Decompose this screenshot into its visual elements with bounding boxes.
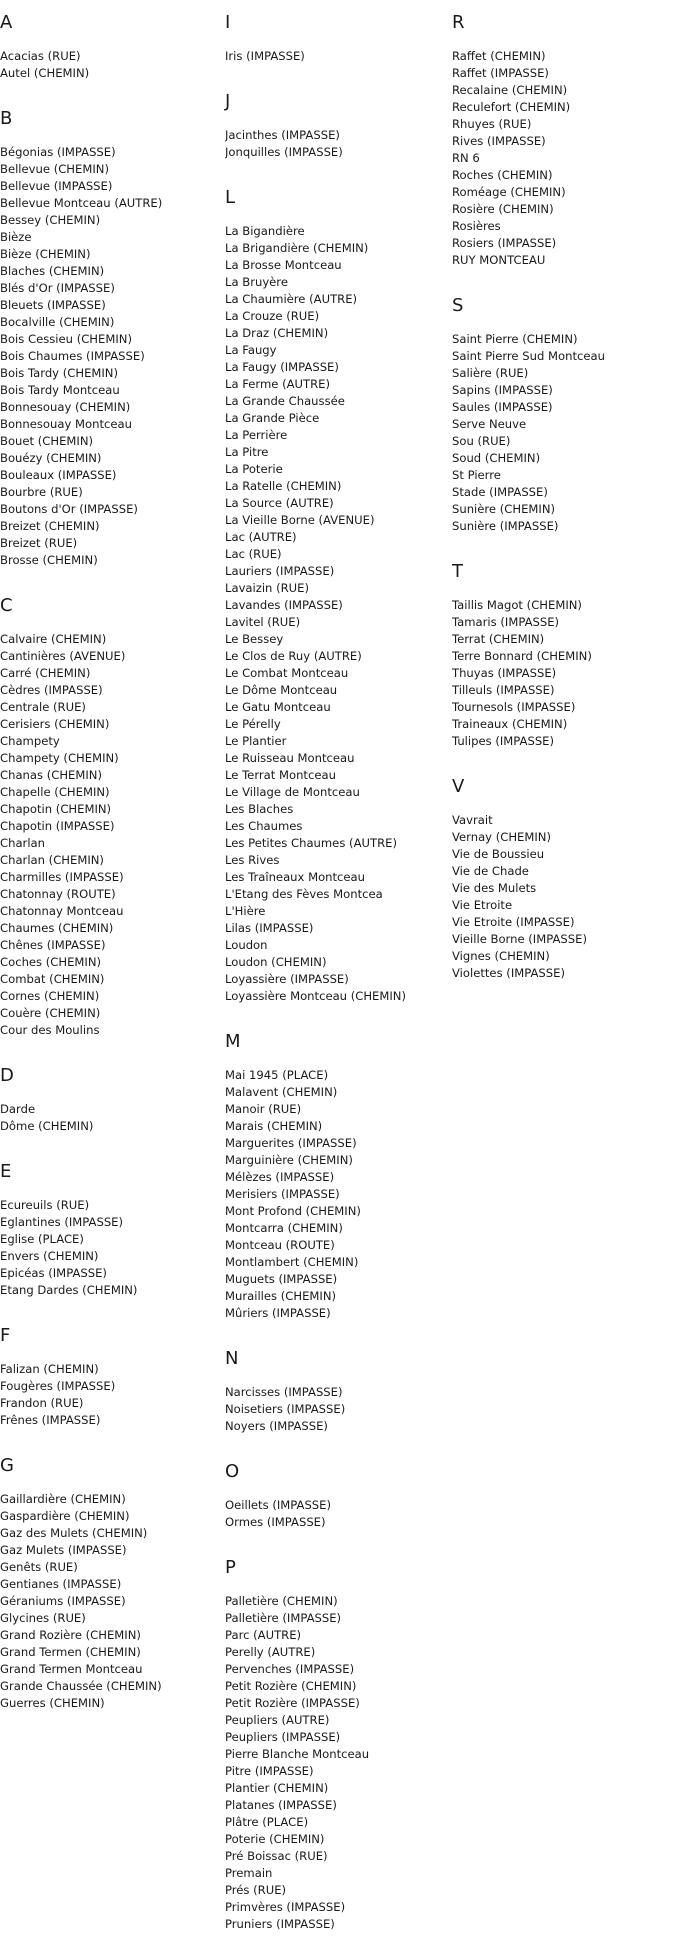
street-name: Bourbre (RUE) — [0, 485, 83, 499]
street-name: Plantier (CHEMIN) — [225, 1781, 329, 1795]
street-name: Les Traîneaux Montceau — [225, 870, 366, 884]
street-name: La Brosse Montceau — [225, 258, 342, 272]
street-name: Saules (IMPASSE) — [452, 400, 553, 414]
street-name: Eglantines (IMPASSE) — [0, 1215, 124, 1229]
section-letter-heading: T — [452, 561, 463, 582]
street-name: Bois Cessieu (CHEMIN) — [0, 332, 132, 346]
street-list — [0, 631, 220, 1039]
street-name: La Chaumière (AUTRE) — [225, 292, 358, 306]
street-name: Thuyas (IMPASSE) — [452, 666, 557, 680]
street-name: Muguets (IMPASSE) — [225, 1272, 338, 1286]
street-name: Jonquilles (IMPASSE) — [225, 145, 343, 159]
street-list — [225, 1497, 450, 1531]
street-name: Breizet (RUE) — [0, 536, 78, 550]
street-name: Cornes (CHEMIN) — [0, 989, 100, 1003]
street-name: Chapelle (CHEMIN) — [0, 785, 110, 799]
street-name: Primvères (IMPASSE) — [225, 1900, 346, 1914]
street-name: Dôme (CHEMIN) — [0, 1119, 94, 1133]
street-list — [0, 144, 220, 569]
street-name: Mûriers (IMPASSE) — [225, 1306, 331, 1320]
street-name: Autel (CHEMIN) — [0, 66, 90, 80]
street-name: La Bruyère — [225, 275, 288, 289]
street-name: Epicéas (IMPASSE) — [0, 1266, 107, 1280]
street-name: Chanas (CHEMIN) — [0, 768, 103, 782]
street-name: Chatonnay (ROUTE) — [0, 887, 116, 901]
street-name: Bessey (CHEMIN) — [0, 213, 101, 227]
section-letter-heading: P — [225, 1557, 236, 1578]
street-name: Le Village de Montceau — [225, 785, 360, 799]
street-name: Bonnesouay Montceau — [0, 417, 132, 431]
street-name: Saint Pierre Sud Montceau — [452, 349, 605, 363]
street-name: Gaz des Mulets (CHEMIN) — [0, 1526, 148, 1540]
street-list — [225, 223, 450, 1005]
street-name: Lac (RUE) — [225, 547, 282, 561]
street-name: Cour des Moulins — [0, 1023, 100, 1037]
street-name: Oeillets (IMPASSE) — [225, 1498, 332, 1512]
street-name: Mélèzes (IMPASSE) — [225, 1170, 335, 1184]
street-name: Malavent (CHEMIN) — [225, 1085, 338, 1099]
section-letter-heading: C — [0, 595, 13, 616]
street-name: Petit Rozière (IMPASSE) — [225, 1696, 360, 1710]
street-name: Boutons d'Or (IMPASSE) — [0, 502, 138, 516]
street-name: Guerres (CHEMIN) — [0, 1696, 105, 1710]
street-name: La Perrière — [225, 428, 288, 442]
street-name: Jacinthes (IMPASSE) — [225, 128, 340, 142]
street-name: Les Petites Chaumes (AUTRE) — [225, 836, 397, 850]
street-name: Narcisses (IMPASSE) — [225, 1385, 343, 1399]
section-letter-heading: A — [0, 12, 13, 33]
street-index-column-1 — [0, 0, 220, 1738]
street-name: Vernay (CHEMIN) — [452, 830, 552, 844]
street-list — [0, 1197, 220, 1299]
street-list — [0, 1491, 220, 1712]
street-name: Genêts (RUE) — [0, 1560, 78, 1574]
street-name: Reculefort (CHEMIN) — [452, 100, 571, 114]
street-name: Charmilles (IMPASSE) — [0, 870, 124, 884]
street-name: Glycines (RUE) — [0, 1611, 86, 1625]
street-name: Vignes (CHEMIN) — [452, 949, 550, 963]
street-name: Bièze (CHEMIN) — [0, 247, 91, 261]
street-name: Le Ruisseau Montceau — [225, 751, 355, 765]
street-name: Chapotin (IMPASSE) — [0, 819, 115, 833]
street-name: Loyassière Montceau (CHEMIN) — [225, 989, 406, 1003]
street-name: Bleuets (IMPASSE) — [0, 298, 106, 312]
letter-section-p — [225, 1557, 450, 1933]
street-name: Le Gatu Montceau — [225, 700, 331, 714]
street-name: Parc (AUTRE) — [225, 1628, 302, 1642]
street-name: Breizet (CHEMIN) — [0, 519, 100, 533]
street-name: Taillis Magot (CHEMIN) — [452, 598, 582, 612]
street-name: Ormes (IMPASSE) — [225, 1515, 326, 1529]
street-name: Noisetiers (IMPASSE) — [225, 1402, 346, 1416]
section-letter-heading: I — [225, 12, 231, 33]
street-list — [225, 1384, 450, 1435]
street-name: Mont Profond (CHEMIN) — [225, 1204, 361, 1218]
street-name: Le Bessey — [225, 632, 284, 646]
letter-section-r — [452, 12, 672, 269]
street-name: Bocalville (CHEMIN) — [0, 315, 115, 329]
street-name: Bouleaux (IMPASSE) — [0, 468, 117, 482]
street-name: Premain — [225, 1866, 273, 1880]
street-name: Envers (CHEMIN) — [0, 1249, 99, 1263]
street-name: L'Hière — [225, 904, 266, 918]
street-name: Vieille Borne (IMPASSE) — [452, 932, 587, 946]
street-name: Rives (IMPASSE) — [452, 134, 546, 148]
street-name: La Grande Pièce — [225, 411, 320, 425]
street-name: Gaspardière (CHEMIN) — [0, 1509, 130, 1523]
street-name: L'Etang des Fèves Montcea — [225, 887, 383, 901]
street-list — [225, 1067, 450, 1322]
letter-section-l — [225, 187, 450, 1005]
letter-section-n — [225, 1348, 450, 1435]
street-name: Charlan — [0, 836, 45, 850]
section-letter-heading: E — [0, 1161, 12, 1182]
street-list — [225, 127, 450, 161]
street-name: Gaz Mulets (IMPASSE) — [0, 1543, 127, 1557]
street-name: Rosières — [452, 219, 501, 233]
street-name: Pré Boissac (RUE) — [225, 1849, 328, 1863]
street-name: Loudon — [225, 938, 268, 952]
street-name: Les Rives — [225, 853, 280, 867]
street-name: Prés (RUE) — [225, 1883, 287, 1897]
letter-section-g — [0, 1455, 220, 1712]
street-name: Lilas (IMPASSE) — [225, 921, 314, 935]
street-name: Murailles (CHEMIN) — [225, 1289, 337, 1303]
letter-section-j — [225, 91, 450, 161]
street-name: La Bigandière — [225, 224, 305, 238]
street-name: Lauriers (IMPASSE) — [225, 564, 335, 578]
street-name: Etang Dardes (CHEMIN) — [0, 1283, 138, 1297]
street-index-column-2 — [225, 0, 450, 1959]
street-name: Pitre (IMPASSE) — [225, 1764, 314, 1778]
street-name: Grand Termen (CHEMIN) — [0, 1645, 141, 1659]
street-name: Falizan (CHEMIN) — [0, 1362, 99, 1376]
street-name: Couère (CHEMIN) — [0, 1006, 101, 1020]
street-name: Palletière (IMPASSE) — [225, 1611, 342, 1625]
street-name: La Pitre — [225, 445, 269, 459]
street-name: Le Combat Montceau — [225, 666, 349, 680]
street-name: RUY MONTCEAU — [452, 253, 546, 267]
street-name: Tamaris (IMPASSE) — [452, 615, 560, 629]
street-name: Traineaux (CHEMIN) — [452, 717, 568, 731]
street-name: Peupliers (IMPASSE) — [225, 1730, 341, 1744]
street-name: Lavaizin (RUE) — [225, 581, 310, 595]
street-name: Ecureuils (RUE) — [0, 1198, 90, 1212]
section-letter-heading: L — [225, 187, 236, 208]
street-name: Marguerites (IMPASSE) — [225, 1136, 357, 1150]
street-name: Vie Etroite — [452, 898, 513, 912]
street-name: Noyers (IMPASSE) — [225, 1419, 328, 1433]
street-name: Soud (CHEMIN) — [452, 451, 541, 465]
street-name: Bonnesouay (CHEMIN) — [0, 400, 131, 414]
street-name: Les Blaches — [225, 802, 294, 816]
street-name: Pierre Blanche Montceau — [225, 1747, 370, 1761]
letter-section-m — [225, 1031, 450, 1322]
street-name: Vie de Chade — [452, 864, 529, 878]
street-name: Rhuyes (RUE) — [452, 117, 532, 131]
letter-section-i — [225, 12, 450, 65]
street-name: Cantinières (AVENUE) — [0, 649, 126, 663]
street-name: Roméage (CHEMIN) — [452, 185, 566, 199]
street-name: Bouézy (CHEMIN) — [0, 451, 102, 465]
street-name: La Crouze (RUE) — [225, 309, 320, 323]
street-name: Lavandes (IMPASSE) — [225, 598, 343, 612]
street-name: Grande Chaussée (CHEMIN) — [0, 1679, 162, 1693]
street-list — [452, 597, 672, 750]
street-name: La Ratelle (CHEMIN) — [225, 479, 342, 493]
street-name: Eglise (PLACE) — [0, 1232, 84, 1246]
street-name: Sunière (IMPASSE) — [452, 519, 559, 533]
street-name: Le Terrat Montceau — [225, 768, 336, 782]
street-list — [452, 48, 672, 269]
street-name: Lac (AUTRE) — [225, 530, 297, 544]
street-name: Lavitel (RUE) — [225, 615, 301, 629]
letter-section-b — [0, 108, 220, 569]
street-name: Champety (CHEMIN) — [0, 751, 119, 765]
letter-section-c — [0, 595, 220, 1039]
street-name: Le Pérelly — [225, 717, 281, 731]
street-name: Chaumes (CHEMIN) — [0, 921, 114, 935]
street-name: Gaillardière (CHEMIN) — [0, 1492, 126, 1506]
street-name: Combat (CHEMIN) — [0, 972, 105, 986]
section-letter-heading: O — [225, 1461, 240, 1482]
street-name: Saint Pierre (CHEMIN) — [452, 332, 578, 346]
street-list — [0, 1101, 220, 1135]
street-name: Bois Tardy (CHEMIN) — [0, 366, 119, 380]
street-name: Raffet (CHEMIN) — [452, 49, 546, 63]
street-name: Tulipes (IMPASSE) — [452, 734, 555, 748]
street-name: Merisiers (IMPASSE) — [225, 1187, 340, 1201]
street-name: Champety — [0, 734, 60, 748]
street-name: La Source (AUTRE) — [225, 496, 334, 510]
street-name: Blaches (CHEMIN) — [0, 264, 105, 278]
section-letter-heading: V — [452, 776, 465, 797]
street-name: Les Chaumes — [225, 819, 303, 833]
street-name: RN 6 — [452, 151, 480, 165]
street-name: Géraniums (IMPASSE) — [0, 1594, 126, 1608]
street-name: Darde — [0, 1102, 36, 1116]
street-name: La Faugy — [225, 343, 277, 357]
street-name: Salière (RUE) — [452, 366, 529, 380]
letter-section-t — [452, 561, 672, 750]
street-list — [0, 48, 220, 82]
street-name: Gentianes (IMPASSE) — [0, 1577, 122, 1591]
letter-section-d — [0, 1065, 220, 1135]
street-name: La Brigandière (CHEMIN) — [225, 241, 369, 255]
street-name: St Pierre — [452, 468, 501, 482]
street-name: Carré (CHEMIN) — [0, 666, 91, 680]
street-name: Charlan (CHEMIN) — [0, 853, 104, 867]
street-name: Poterie (CHEMIN) — [225, 1832, 325, 1846]
street-name: Bois Chaumes (IMPASSE) — [0, 349, 145, 363]
street-list — [452, 331, 672, 535]
street-name: Chatonnay Montceau — [0, 904, 124, 918]
street-name: Bégonias (IMPASSE) — [0, 145, 116, 159]
street-name: Vavrait — [452, 813, 493, 827]
street-name: La Ferme (AUTRE) — [225, 377, 331, 391]
street-name: Frandon (RUE) — [0, 1396, 84, 1410]
street-name: Petit Rozière (CHEMIN) — [225, 1679, 357, 1693]
street-name: Bellevue Montceau (AUTRE) — [0, 196, 163, 210]
street-name: Frênes (IMPASSE) — [0, 1413, 101, 1427]
street-index-column-3 — [452, 0, 672, 1008]
street-name: Loudon (CHEMIN) — [225, 955, 327, 969]
street-name: Montlambert (CHEMIN) — [225, 1255, 359, 1269]
section-letter-heading: R — [452, 12, 465, 33]
street-name: Raffet (IMPASSE) — [452, 66, 549, 80]
street-name: Mai 1945 (PLACE) — [225, 1068, 329, 1082]
section-letter-heading: J — [225, 91, 231, 112]
street-name: Terrat (CHEMIN) — [452, 632, 545, 646]
street-list — [452, 812, 672, 982]
street-name: Sunière (CHEMIN) — [452, 502, 556, 516]
street-name: Grand Rozière (CHEMIN) — [0, 1628, 141, 1642]
letter-section-a — [0, 12, 220, 82]
street-name: Cerisiers (CHEMIN) — [0, 717, 110, 731]
street-list — [0, 1361, 220, 1429]
street-name: La Faugy (IMPASSE) — [225, 360, 339, 374]
section-letter-heading: N — [225, 1348, 239, 1369]
street-name: Iris (IMPASSE) — [225, 49, 305, 63]
street-name: Bellevue (IMPASSE) — [0, 179, 113, 193]
street-name: Platanes (IMPASSE) — [225, 1798, 337, 1812]
street-name: Le Clos de Ruy (AUTRE) — [225, 649, 362, 663]
street-name: Grand Termen Montceau — [0, 1662, 143, 1676]
section-letter-heading: B — [0, 108, 13, 129]
street-name: Rosiers (IMPASSE) — [452, 236, 557, 250]
section-letter-heading: F — [0, 1325, 11, 1346]
street-name: Chênes (IMPASSE) — [0, 938, 106, 952]
street-name: Perelly (AUTRE) — [225, 1645, 316, 1659]
street-name: Terre Bonnard (CHEMIN) — [452, 649, 592, 663]
street-name: Sou (RUE) — [452, 434, 511, 448]
section-letter-heading: D — [0, 1065, 14, 1086]
street-name: La Poterie — [225, 462, 283, 476]
street-name: Recalaine (CHEMIN) — [452, 83, 568, 97]
street-name: Serve Neuve — [452, 417, 527, 431]
street-name: Tournesols (IMPASSE) — [452, 700, 576, 714]
street-name: Vie Etroite (IMPASSE) — [452, 915, 575, 929]
section-letter-heading: S — [452, 295, 464, 316]
street-name: Cèdres (IMPASSE) — [0, 683, 103, 697]
section-letter-heading: M — [225, 1031, 241, 1052]
street-name: Marguinière (CHEMIN) — [225, 1153, 353, 1167]
street-name: La Grande Chaussée — [225, 394, 345, 408]
street-name: Montceau (ROUTE) — [225, 1238, 335, 1252]
street-name: Bellevue (CHEMIN) — [0, 162, 109, 176]
street-name: Brosse (CHEMIN) — [0, 553, 98, 567]
street-name: Tilleuls (IMPASSE) — [452, 683, 555, 697]
letter-section-e — [0, 1161, 220, 1299]
street-name: Pruniers (IMPASSE) — [225, 1917, 335, 1931]
street-name: Peupliers (AUTRE) — [225, 1713, 330, 1727]
street-name: Calvaire (CHEMIN) — [0, 632, 107, 646]
street-name: La Draz (CHEMIN) — [225, 326, 329, 340]
street-name: Vie des Mulets — [452, 881, 537, 895]
street-name: Chapotin (CHEMIN) — [0, 802, 112, 816]
letter-section-v — [452, 776, 672, 982]
street-name: Plâtre (PLACE) — [225, 1815, 309, 1829]
letter-section-f — [0, 1325, 220, 1429]
street-name: Violettes (IMPASSE) — [452, 966, 565, 980]
letter-section-o — [225, 1461, 450, 1531]
street-name: Loyassière (IMPASSE) — [225, 972, 349, 986]
street-name: Manoir (RUE) — [225, 1102, 302, 1116]
street-name: La Vieille Borne (AVENUE) — [225, 513, 375, 527]
street-name: Rosière (CHEMIN) — [452, 202, 554, 216]
section-letter-heading: G — [0, 1455, 14, 1476]
street-name: Stade (IMPASSE) — [452, 485, 548, 499]
street-list — [225, 48, 450, 65]
street-name: Bièze — [0, 230, 32, 244]
street-name: Montcarra (CHEMIN) — [225, 1221, 343, 1235]
street-name: Palletière (CHEMIN) — [225, 1594, 338, 1608]
street-name: Le Plantier — [225, 734, 287, 748]
street-name: Pervenches (IMPASSE) — [225, 1662, 355, 1676]
street-name: Acacias (RUE) — [0, 49, 81, 63]
street-name: Fougères (IMPASSE) — [0, 1379, 116, 1393]
street-name: Roches (CHEMIN) — [452, 168, 553, 182]
street-name: Coches (CHEMIN) — [0, 955, 102, 969]
street-name: Le Dôme Montceau — [225, 683, 338, 697]
letter-section-s — [452, 295, 672, 535]
street-name: Marais (CHEMIN) — [225, 1119, 323, 1133]
street-name: Bois Tardy Montceau — [0, 383, 120, 397]
street-name: Sapins (IMPASSE) — [452, 383, 553, 397]
street-list — [225, 1593, 450, 1933]
street-name: Vie de Boussieu — [452, 847, 545, 861]
street-name: Centrale (RUE) — [0, 700, 86, 714]
street-name: Blés d'Or (IMPASSE) — [0, 281, 115, 295]
street-name: Bouet (CHEMIN) — [0, 434, 94, 448]
